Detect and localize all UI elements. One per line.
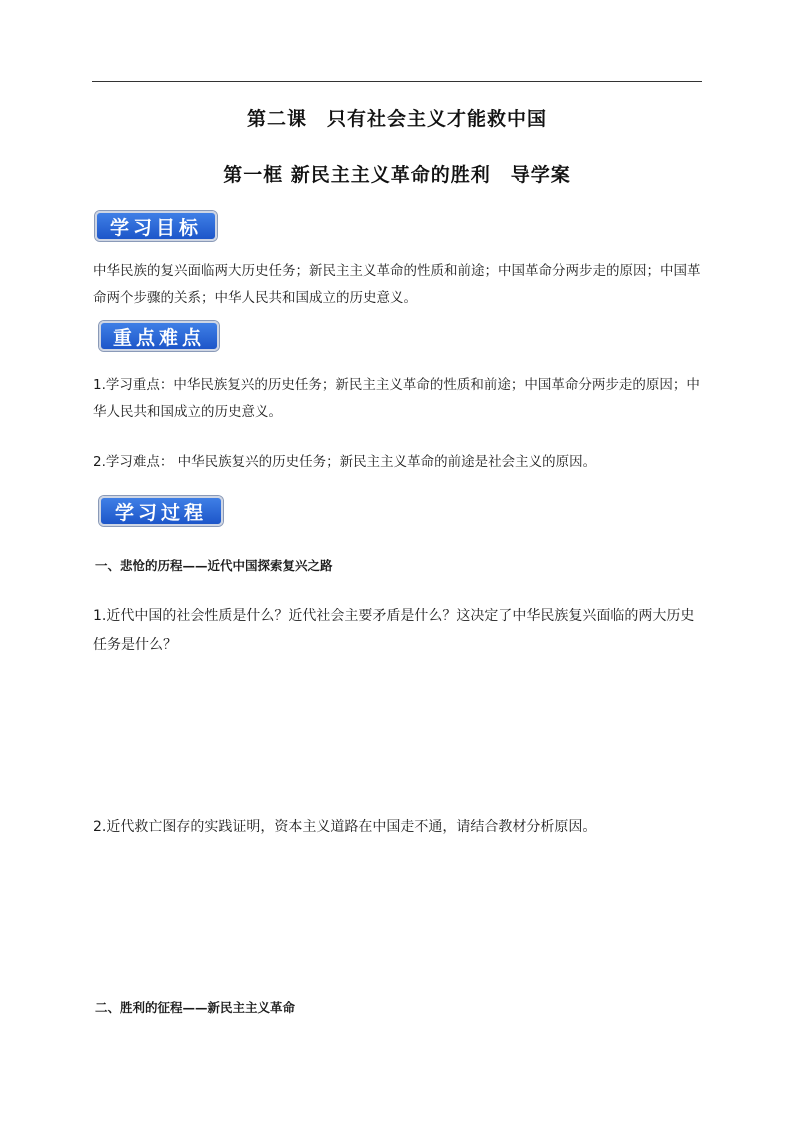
lesson-title: 第二课 只有社会主义才能救中国 bbox=[246, 108, 547, 130]
key-focus-text: 1.学习重点：中华民族复兴的历史任务；新民主主义革命的性质和前途；中国革命分两步走的原因；中华人民共和国成立的历史意义。 bbox=[93, 377, 700, 420]
key-difficulty-text: 2.学习难点： 中华民族复兴的历史任务；新民主主义革命的前途是社会主义的原因。 bbox=[93, 454, 597, 470]
lesson-subtitle: 第一框 新民主主义革命的胜利 导学案 bbox=[223, 164, 571, 186]
learning-process-badge: 学习过程 bbox=[99, 496, 223, 526]
learning-goals-badge: 学习目标 bbox=[95, 211, 217, 241]
section-heading-2: 二、胜利的征程——新民主主义革命 bbox=[95, 1000, 296, 1015]
learning-goals-text: 中华民族的复兴面临两大历史任务；新民主主义革命的性质和前途；中国革命分两步走的原因；中国革命两个步骤的关系；中华人民共和国成立的历史意义。 bbox=[93, 263, 701, 306]
key-points-badge: 重点难点 bbox=[99, 321, 219, 351]
section-heading-1: 一、悲怆的历程——近代中国探索复兴之路 bbox=[95, 558, 333, 573]
question-2: 2.近代救亡图存的实践证明，资本主义道路在中国走不通，请结合教材分析原因。 bbox=[93, 819, 597, 835]
header-rule bbox=[92, 81, 702, 82]
question-1: 1.近代中国的社会性质是什么？近代社会主要矛盾是什么？这决定了中华民族复兴面临的两大历史任务是什么？ bbox=[93, 608, 695, 653]
